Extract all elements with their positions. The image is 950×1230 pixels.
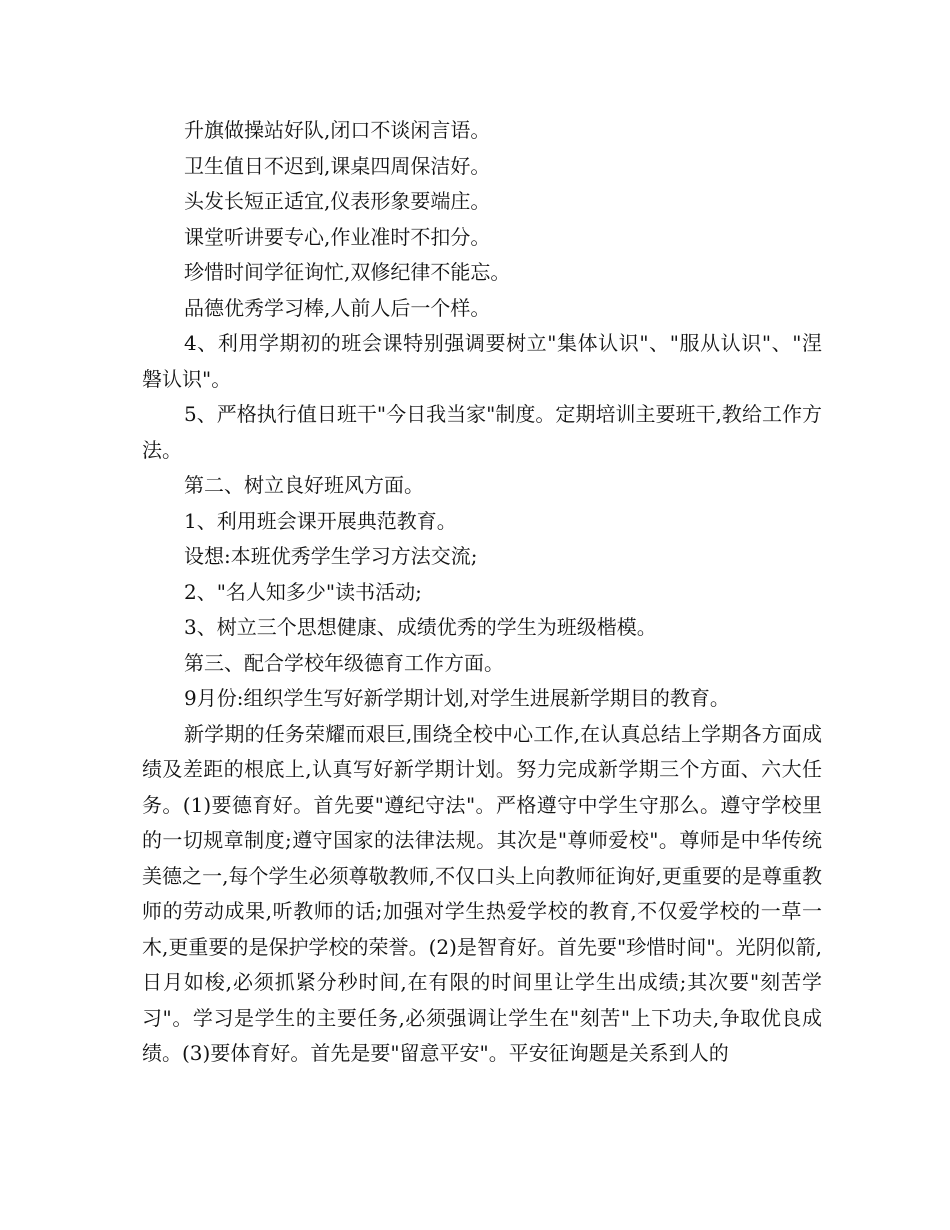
paragraph: 5、严格执行值日班干"今日我当家"制度。定期培训主要班干,教给工作方法。	[142, 402, 822, 462]
paragraph: 3、树立三个思想健康、成绩优秀的学生为班级楷模。	[184, 615, 657, 639]
paragraph: 升旗做操站好队,闭口不谈闲言语。	[184, 118, 491, 142]
paragraph: 卫生值日不迟到,课桌四周保洁好。	[184, 153, 491, 178]
paragraph: 头发长短正适宜,仪表形象要端庄。	[184, 189, 491, 213]
paragraph: 4、利用学期初的班会课特别强调要树立"集体认识"、"服从认识"、"涅磐认识"。	[142, 331, 822, 391]
paragraph: 品德优秀学习棒,人前人后一个样。	[184, 295, 491, 320]
section-heading: 第二、树立良好班风方面。	[184, 473, 424, 497]
paragraph: 1、利用班会课开展典范教育。	[184, 508, 457, 533]
section-heading: 第三、配合学校年级德育工作方面。	[184, 650, 504, 675]
paragraph: 课堂听讲要专心,作业准时不扣分。	[184, 224, 491, 249]
paragraph: 设想:本班优秀学生学习方法交流;	[184, 544, 478, 568]
paragraph: 珍惜时间学征询忙,双修纪律不能忘。	[184, 260, 511, 284]
document-page	[142, 113, 822, 1072]
paragraph: 9月份:组织学生写好新学期计划,对学生进展新学期目的教育。	[184, 686, 730, 710]
paragraph: 新学期的任务荣耀而艰巨,围绕全校中心工作,在认真总结上学期各方面成绩及差距的根底上,认真写好新学期计划。努力完成新学期三个方面、六大任务。(1)要德育好。首先要"遵纪守法"。严格遵守中学生守那么。遵守学校里的一切规章制度;遵守国家的法律法规。其次是"尊师爱校"。尊师是中华传统美德之一,每个学生必须尊敬教师,不仅口头上向教师征询好,更重要的是尊重教师的劳动成果,听教师的话;加强对学生热爱学校的教育,不仅爱学校的一草一木,更重要的是保护学校的荣誉。(2)是智育好。首先要"珍惜时间"。光阴似箭,日月如梭,必须抓紧分秒时间,在有限的时间里让学生出成绩;其次要"刻苦学习"。学习是学生的主要任务,必须强调让学生在"刻苦"上下功夫,争取优良成绩。(3)要体育好。首先是要"留意平安"。平安征询题是关系到人的	[142, 721, 822, 1065]
paragraph: 2、"名人知多少"读书活动;	[184, 579, 422, 604]
